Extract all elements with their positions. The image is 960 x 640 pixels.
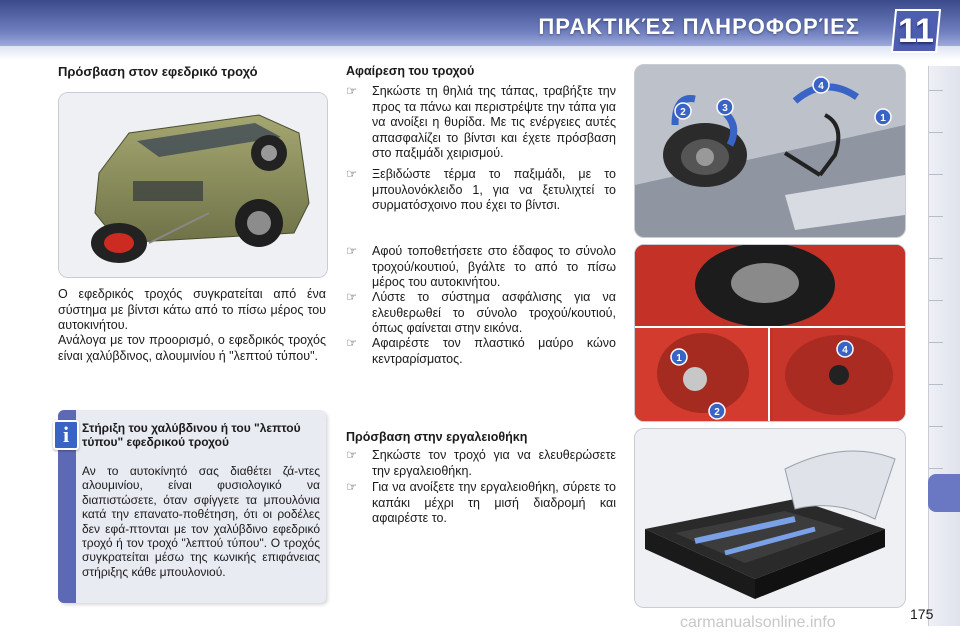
chapter-badge bbox=[888, 6, 944, 56]
info-text: Αν το αυτοκίνητό σας διαθέτει ζά-ντες αλουμινίου, είναι φυσιολογικό να διαπιστώσετε, όταν σφίγγετε τα μπουλόνια κατά την επανατο-ποθέτηση, ότι οι ροδέλες δεν εφά-πτονται με τον χαλύβδινο εφεδρικό τροχό ή τον τροχό "λεπτού τύπου". Ο τροχός συγκρατείται μέσω της κωνικής επιφάνειας στήριξης κάθε μπουλονιού. bbox=[82, 464, 320, 579]
removal-step-3-text: Αφού τοποθετήσετε στο έδαφος το σύνολο τροχού/κουτιού, βγάλτε το από το πίσω μέρος του αυτοκινήτου. bbox=[372, 244, 616, 289]
removal-step-5-text: Αφαιρέστε τον πλαστικό μαύρο κώνο κεντραρίσματος. bbox=[372, 336, 616, 366]
info-title: Στήριξη του χαλύβδινου ή του "λεπτού τύπου" εφεδρικού τροχού bbox=[82, 421, 301, 449]
callout-4: 4 bbox=[818, 81, 824, 92]
hand-pointer-icon: ☞ bbox=[346, 244, 358, 258]
rail-tick bbox=[929, 132, 943, 133]
callout-1: 1 bbox=[880, 113, 886, 124]
rail-tick bbox=[929, 342, 943, 343]
rail-tick bbox=[929, 174, 943, 175]
callout-3: 3 bbox=[722, 103, 728, 114]
rail-tick bbox=[929, 90, 943, 91]
wheel-release-icon bbox=[635, 245, 905, 421]
rail-tick bbox=[929, 300, 943, 301]
car-rear-icon bbox=[59, 93, 327, 277]
removal-step-4-text: Λύστε το σύστημα ασφάλισης για να ελευθερωθεί το σύνολο τροχού/κουτιού, όπως φαίνεται στην εικόνα. bbox=[372, 290, 616, 335]
info-icon: i bbox=[53, 420, 79, 450]
toolbox-step-2 bbox=[346, 480, 616, 528]
section-heading-toolbox: Πρόσβαση στην εργαλειοθήκη bbox=[346, 430, 528, 444]
rail-tick bbox=[929, 216, 943, 217]
winch-cover-icon bbox=[635, 65, 905, 237]
rail-tick bbox=[929, 468, 943, 469]
wheel-release-photo bbox=[634, 244, 906, 422]
hand-pointer-icon: ☞ bbox=[346, 167, 358, 181]
intro-paragraph-1: Ο εφεδρικός τροχός συγκρατείται από ένα σύστημα με βίντσι κάτω από το πίσω μέρος του αυτοκινήτου. bbox=[58, 287, 326, 332]
chapter-number: 11 bbox=[898, 12, 934, 50]
removal-step-5 bbox=[346, 336, 616, 370]
section-heading-removal: Αφαίρεση του τροχού bbox=[346, 64, 475, 78]
removal-step-2-text: Ξεβιδώστε τέρμα το παξιμάδι, με το μπουλονόκλειδο 1, για να ξετυλιχτεί το συρματόσχοινο που έχει το βίντσι. bbox=[372, 167, 616, 212]
toolbox-step-1-text: Σηκώστε τον τροχό για να ελευθερώσετε την εργαλειοθήκη. bbox=[372, 448, 616, 478]
page-number: 175 bbox=[910, 606, 934, 622]
rail-tick bbox=[929, 258, 943, 259]
removal-step-1-text: Σηκώστε τη θηλιά της τάπας, τραβήξτε την προς τα πάνω και περιστρέψτε την τάπα για να ανοίξει η θυρίδα. Με τις ενέργειες αυτές απασφαλίζει το βίντσι και έχετε πρόσβαση στο παξιμάδι χειρισμού. bbox=[372, 84, 616, 160]
callout-1b: 1 bbox=[676, 353, 682, 364]
header-band bbox=[0, 46, 960, 60]
callout-4b: 4 bbox=[842, 345, 848, 356]
callout-2b: 2 bbox=[714, 407, 720, 418]
removal-step-4 bbox=[346, 290, 616, 338]
callout-2: 2 bbox=[680, 107, 686, 118]
rail-tick bbox=[929, 384, 943, 385]
intro-paragraph-2: Ανάλογα με τον προορισμό, ο εφεδρικός τροχός είναι χαλύβδινος, αλουμινίου ή "λεπτού τύπου". bbox=[58, 333, 326, 363]
removal-step-3 bbox=[346, 244, 616, 292]
hand-pointer-icon: ☞ bbox=[346, 290, 358, 304]
removal-step-2 bbox=[346, 167, 616, 215]
toolbox-step-2-text: Για να ανοίξετε την εργαλειοθήκη, σύρετε το καπάκι μέχρι τη μισή διαδρομή και αφαιρέστε το. bbox=[372, 480, 616, 525]
hand-pointer-icon: ☞ bbox=[346, 84, 358, 98]
section-heading-spare-access: Πρόσβαση στον εφεδρικό τροχό bbox=[58, 64, 258, 79]
hand-pointer-icon: ☞ bbox=[346, 336, 358, 350]
hand-pointer-icon: ☞ bbox=[346, 480, 358, 494]
toolbox-illustration bbox=[634, 428, 906, 608]
winch-cover-photo bbox=[634, 64, 906, 238]
toolbox-step-1 bbox=[346, 448, 616, 480]
removal-step-1 bbox=[346, 84, 616, 164]
chapter-rail bbox=[928, 66, 960, 626]
watermark: carmanualsonline.info bbox=[680, 614, 836, 631]
rail-tick bbox=[929, 426, 943, 427]
car-spare-wheel-illustration bbox=[58, 92, 328, 278]
toolbox-icon bbox=[635, 429, 905, 607]
chapter-tab-active[interactable] bbox=[928, 474, 960, 512]
chapter-title: ΠΡΑΚΤΙΚΈΣ ΠΛΗΡΟΦΟΡΊΕΣ bbox=[538, 14, 860, 39]
hand-pointer-icon: ☞ bbox=[346, 448, 358, 462]
